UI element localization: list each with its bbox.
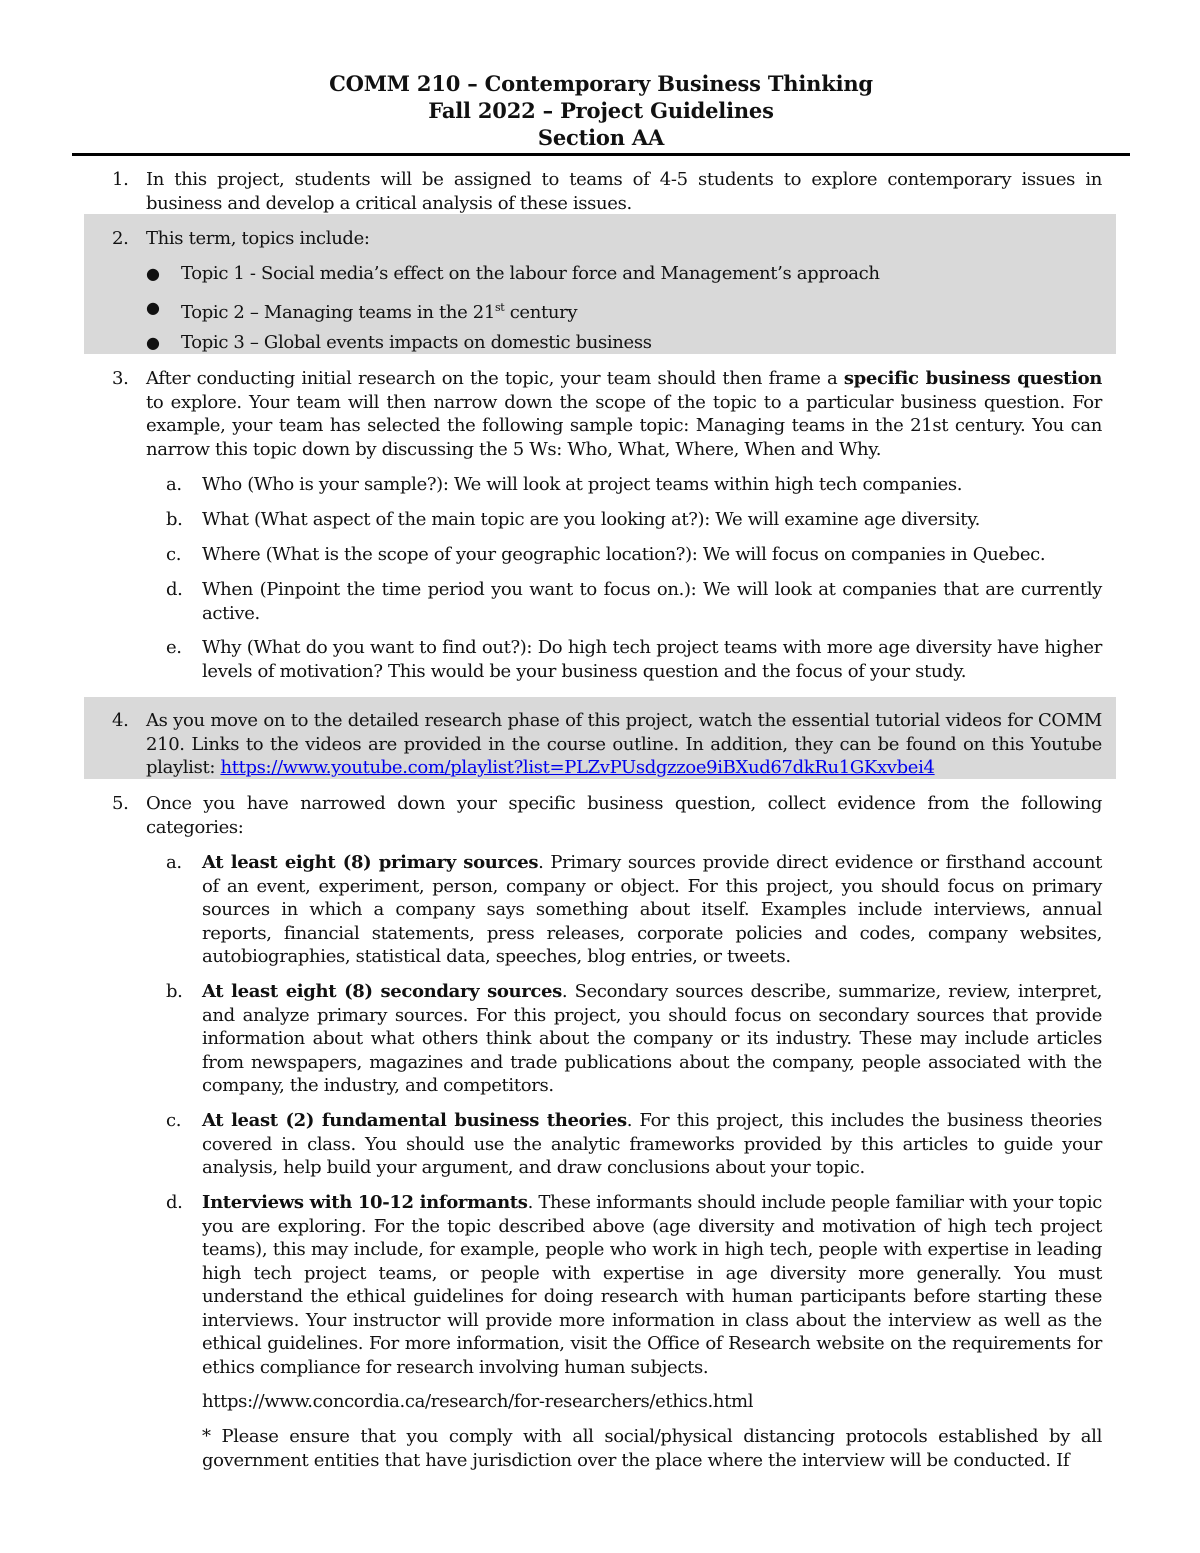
course-title: COMM 210 – Contemporary Business Thinking bbox=[329, 71, 873, 96]
section-title: Section AA bbox=[537, 125, 665, 150]
item-4-text: As you move on to the detailed research phase of this project, watch the essential tutorial videos for COMM 210. Links to the videos are provided in the course outline. In addition, they can be found on this Youtube playlist: https://www.youtube.com/playlist?list=PLZvPUsdgzzoe9iBXud67dkRu1GKxvbei4 bbox=[146, 710, 1102, 778]
sub-d-text: When (Pinpoint the time period you want to focus on.): We will look at companies that are currently active. bbox=[202, 579, 1102, 624]
source-a-letter: a. bbox=[166, 852, 182, 873]
term-title: Fall 2022 – Project Guidelines bbox=[428, 98, 774, 123]
bullet-icon: ● bbox=[146, 298, 160, 317]
bullet-icon: ● bbox=[146, 333, 160, 352]
sub-b-letter: b. bbox=[166, 509, 183, 530]
header-rule bbox=[72, 153, 1130, 156]
item-1-number: 1. bbox=[112, 169, 129, 190]
item-2-text: This term, topics include: bbox=[146, 228, 370, 249]
youtube-playlist-link[interactable]: https://www.youtube.com/playlist?list=PLZvPUsdgzzoe9iBXud67dkRu1GKxvbei4 bbox=[220, 757, 935, 778]
source-c-text: At least (2) fundamental business theories. For this project, this includes the business theories covered in class. You should use the analytic frameworks provided by this articles to guide your analysis, help build your argument, and draw conclusions about your topic. bbox=[202, 1110, 1103, 1178]
item-5-number: 5. bbox=[112, 793, 129, 814]
sub-a-letter: a. bbox=[166, 474, 182, 495]
sub-a-text: Who (Who is your sample?): We will look at project teams within high tech companies. bbox=[202, 474, 963, 495]
sub-c-letter: c. bbox=[166, 544, 182, 565]
bullet-icon: ● bbox=[146, 264, 160, 283]
sub-c-text: Where (What is the scope of your geographic location?): We will focus on companies in Quebec. bbox=[202, 544, 1046, 565]
topic-2: Topic 2 – Managing teams in the 21st century bbox=[181, 301, 578, 323]
source-d-letter: d. bbox=[166, 1192, 183, 1213]
source-b-text: At least eight (8) secondary sources. Secondary sources describe, summarize, review, interpret, and analyze primary sources. For this project, you should focus on secondary sources that provide information about what others think about the company or its industry. These may include articles from newspapers, magazines and trade publications about the company, people associated with the company, the industry, and competitors. bbox=[202, 981, 1102, 1096]
distancing-note: * Please ensure that you comply with all social/physical distancing protocols established by all government entities that have jurisdiction over the place where the interview will be conducted. If bbox=[202, 1426, 1102, 1471]
item-3-number: 3. bbox=[112, 368, 129, 389]
item-5-text: Once you have narrowed down your specific business question, collect evidence from the following categories: bbox=[146, 793, 1102, 838]
item-3-text: After conducting initial research on the topic, your team should then frame a specific business question to explore. Your team will then narrow down the scope of the topic to a particular business question. For example, your team has selected the following sample topic: Managing teams in the 21st century. You can narrow this topic down by discussing the 5 Ws: Who, What, Where, When and Why. bbox=[146, 368, 1103, 460]
source-a-text: At least eight (8) primary sources. Primary sources provide direct evidence or firsthand account of an event, experiment, person, company or object. For this project, you should focus on primary sources in which a company says something about itself. Examples include interviews, annual reports, financial statements, press releases, corporate policies and codes, company websites, autobiographies, statistical data, speeches, blog entries, or tweets. bbox=[202, 852, 1102, 967]
source-c-letter: c. bbox=[166, 1110, 182, 1131]
sub-b-text: What (What aspect of the main topic are you looking at?): We will examine age diversity. bbox=[202, 509, 980, 530]
sub-e-text: Why (What do you want to find out?): Do high tech project teams with more age diversity have higher levels of motivation? This would be your business question and the focus of your study. bbox=[202, 637, 1102, 682]
sub-d-letter: d. bbox=[166, 579, 183, 600]
topic-3: Topic 3 – Global events impacts on domestic business bbox=[181, 332, 652, 353]
source-b-letter: b. bbox=[166, 981, 183, 1002]
item-4-number: 4. bbox=[112, 710, 129, 731]
item-1-text: In this project, students will be assigned to teams of 4-5 students to explore contemporary issues in business and develop a critical analysis of these issues. bbox=[146, 169, 1102, 214]
item-2-number: 2. bbox=[112, 228, 129, 249]
ethics-url: https://www.concordia.ca/research/for-researchers/ethics.html bbox=[202, 1391, 754, 1412]
topic-1: Topic 1 - Social media’s effect on the labour force and Management’s approach bbox=[181, 263, 880, 284]
document-header bbox=[72, 70, 1130, 151]
sub-e-letter: e. bbox=[166, 637, 182, 658]
source-d-text: Interviews with 10-12 informants. These informants should include people familiar with your topic you are exploring. For the topic described above (age diversity and motivation of high tech project teams), this may include, for example, people who work in high tech, people with expertise in leading high tech project teams, or people with expertise in age diversity more generally. You must understand the ethical guidelines for doing research with human participants before starting these interviews. Your instructor will provide more information in class about the interview as well as the ethical guidelines. For more information, visit the Office of Research website on the requirements for ethics compliance for research involving human subjects. bbox=[202, 1192, 1102, 1378]
